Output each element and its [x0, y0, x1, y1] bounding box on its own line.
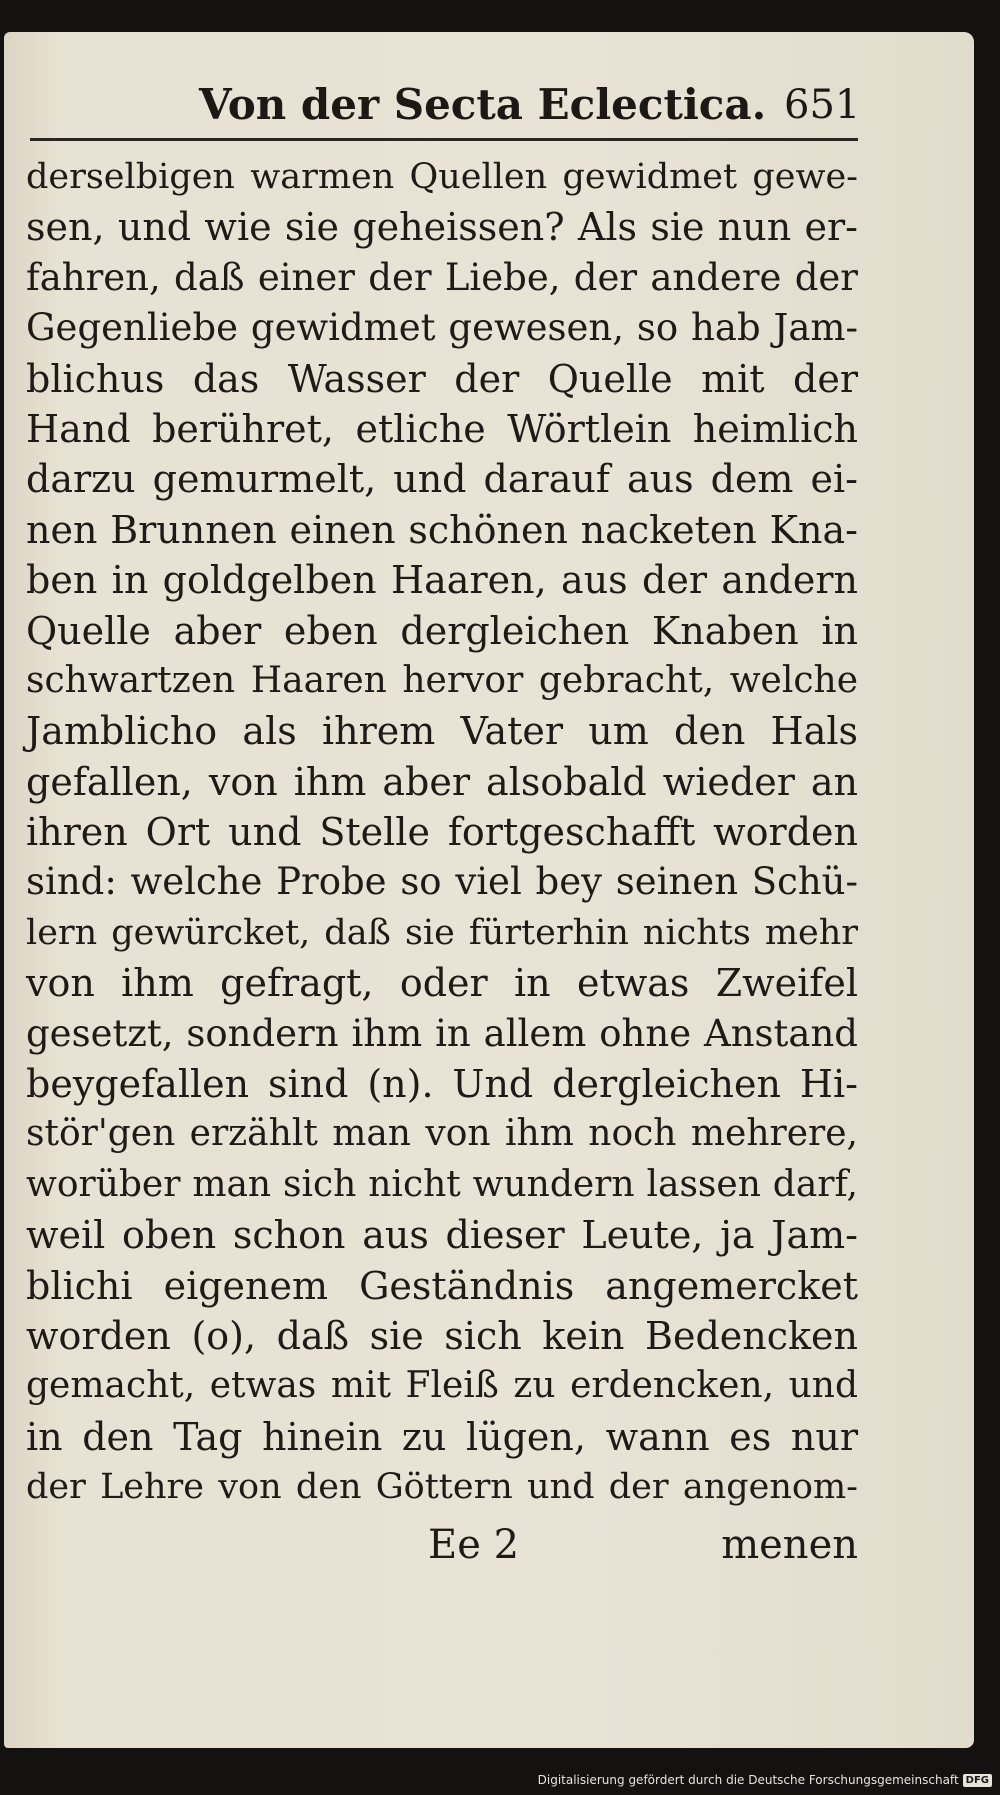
text-line: ben in goldgelben Haaren, aus der andern — [26, 558, 858, 603]
text-line: gefallen, von ihm aber alsobald wieder an — [26, 759, 858, 804]
text-line: gesetzt, sondern ihm in allem ohne Anstand — [26, 1011, 858, 1055]
text-line: sen, und wie sie geheissen? Als sie nun er- — [26, 205, 858, 250]
body-text — [26, 152, 858, 1513]
text-line: in den Tag hinein zu lügen, wann es nur — [26, 1414, 858, 1459]
text-line: fahren, daß einer der Liebe, der andere der — [26, 255, 858, 299]
text-line: weil oben schon aus dieser Leute, ja Jam- — [26, 1213, 858, 1258]
text-line: ihren Ort und Stelle fortgeschafft worden — [26, 810, 858, 855]
running-head-title: Von der Secta Eclectica. — [199, 80, 767, 129]
credit-text: Digitalisierung gefördert durch die Deutsche Forschungsgemeinschaft — [537, 1773, 959, 1787]
book-page — [4, 32, 974, 1748]
text-line: Jamblicho als ihrem Vater um den Hals — [26, 709, 858, 754]
text-line: der Lehre von den Göttern und der angenom- — [26, 1467, 858, 1508]
page-number: 651 — [784, 82, 861, 128]
page-footer — [26, 1522, 858, 1578]
text-line: sind: welche Probe so viel bey seinen Schü- — [26, 860, 858, 904]
dfg-logo: DFG — [963, 1774, 992, 1787]
text-line: derselbigen warmen Quellen gewidmet gewe- — [26, 157, 858, 197]
text-line: Hand berühret, etliche Wörtlein heimlich — [26, 406, 858, 451]
digitization-credit — [538, 1769, 992, 1791]
text-line: blichus das Wasser der Quelle mit der — [26, 356, 858, 401]
text-line: stör'gen erzählt man von ihm noch mehrere, — [26, 1113, 858, 1155]
text-line: blichi eigenem Geständnis angemercket — [26, 1263, 858, 1308]
text-line: schwartzen Haaren hervor gebracht, welche — [26, 659, 858, 701]
text-line: Quelle aber eben dergleichen Knaben in — [26, 608, 858, 653]
text-line: lern gewürcket, daß sie fürterhin nichts mehr — [26, 912, 858, 953]
text-line: worden (o), daß sie sich kein Bedencken — [26, 1313, 858, 1358]
text-line: worüber man sich nicht wundern lassen darf, — [26, 1163, 858, 1205]
text-line: Gegenliebe gewidmet gewesen, so hab Jam- — [26, 306, 858, 350]
text-line: gemacht, etwas mit Fleiß zu erdencken, und — [26, 1365, 858, 1407]
signature-mark: Ee 2 — [428, 1522, 520, 1568]
header-rule — [30, 138, 858, 141]
text-line: darzu gemurmelt, und darauf aus dem ei- — [26, 457, 858, 502]
text-line: nen Brunnen einen schönen nacketen Kna- — [26, 507, 858, 552]
text-line: von ihm gefragt, oder in etwas Zweifel — [26, 961, 858, 1006]
catchword: menen — [721, 1522, 858, 1568]
text-line: beygefallen sind (n). Und dergleichen Hi- — [26, 1062, 858, 1107]
